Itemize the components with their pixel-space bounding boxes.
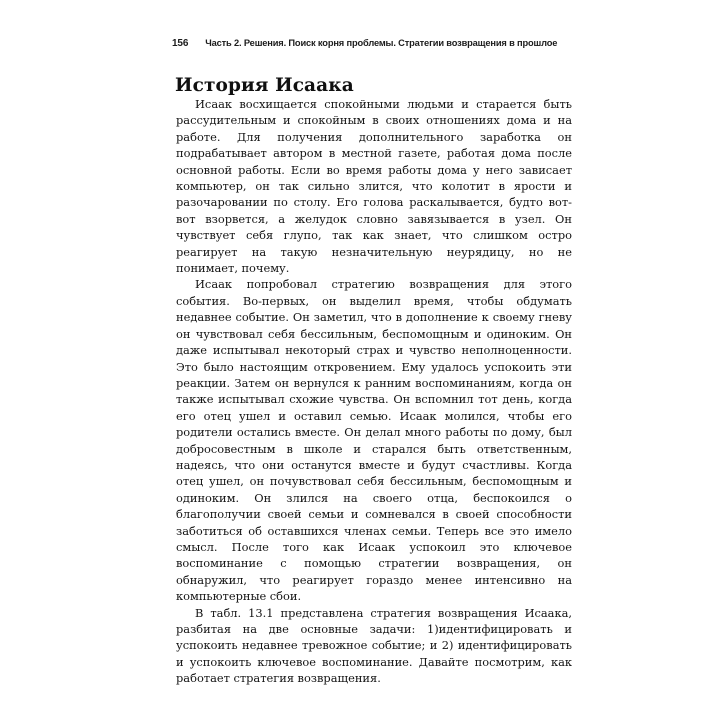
running-head xyxy=(172,38,572,49)
section-heading: История Исаака xyxy=(175,75,354,97)
running-head-title: Часть 2. Решения. Поиск корня проблемы. Стратегии возвращения в прошлое xyxy=(205,38,558,48)
paragraph: В табл. 13.1 представлена стратегия возвращения Исаака, разбитая на две основные задачи: 1)идентифицировать и успокоить недавнее тревожное событие; и 2) идентифицировать и успокоить ключевое воспоминание. Давайте посмотрим, как работает стратегия возвращения. xyxy=(176,605,572,686)
page-number: 156 xyxy=(172,38,189,49)
body-text-block xyxy=(176,96,572,687)
paragraph: Исаак попробовал стратегию возвращения для этого события. Во-первых, он выделил время, чтобы обдумать недавнее событие. Он заметил, что в дополнение к своему гневу он чувствовал себя бессильным, беспомощным и одиноким. Он даже испытывал некоторый страх и чувство неполноценности. Это было настоящим откровением. Ему удалось успокоить эти реакции. Затем он вернулся к ранним воспоминаниям, когда он также испытывал схожие чувства. Он вспомнил тот день, когда его отец ушел и оставил семью. Исаак молился, чтобы его родители остались вместе. Он делал много работы по дому, был добросовестным в школе и старался быть ответственным, надеясь, что они останутся вместе и будут счастливы. Когда отец ушел, он почувствовал себя бессильным, беспомощным и одиноким. Он злился на своего отца, беспокоился о благополучии своей семьи и сомневался в своей способности заботиться об оставшихся членах семьи. Теперь все это имело смысл. После того как Исаак успокоил это ключевое воспоминание с помощью стратегии возвращения, он обнаружил, что реагирует гораздо менее интенсивно на компьютерные сбои. xyxy=(176,277,572,604)
paragraph: Исаак восхищается спокойными людьми и старается быть рассудительным и спокойным в своих отношениях дома и на работе. Для получения дополнительного заработка он подрабатывает автором в местной газете, работая дома после основной работы. Если во время работы дома у него зависает компьютер, он так сильно злится, что колотит в ярости и разочаровании по столу. Его голова раскалывается, будто вот-вот взорвется, а желудок словно завязывается в узел. Он чувствует себя глупо, так как знает, что слишком остро реагирует на такую незначительную неурядицу, но не понимает, почему. xyxy=(176,97,572,276)
